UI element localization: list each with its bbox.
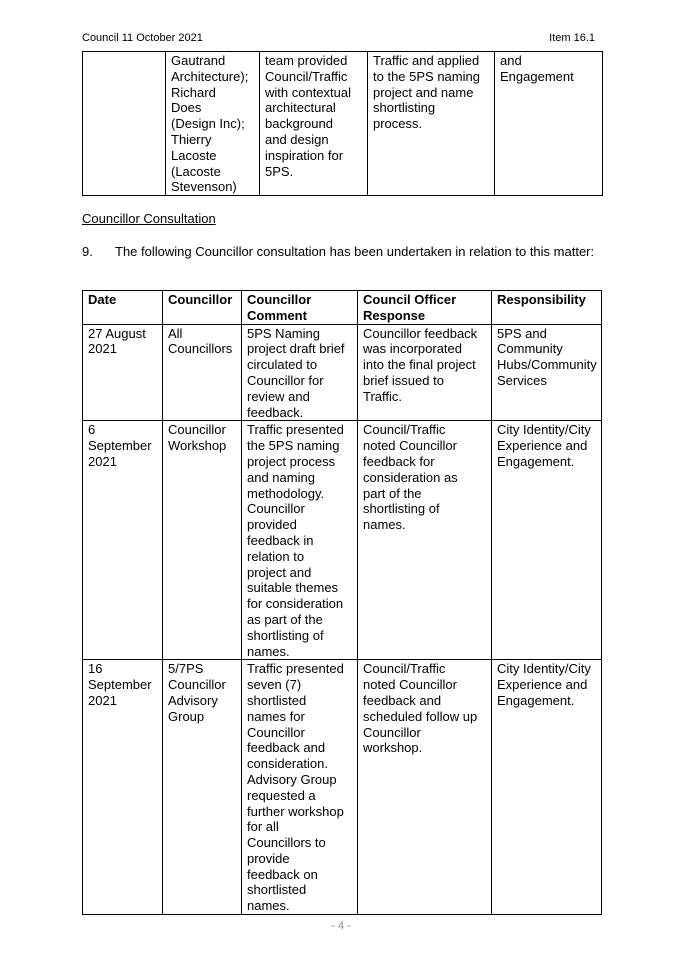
councillor-cell: 5/7PS Councillor Advisory Group [163,660,242,915]
column-header-response: Council Officer Response [358,291,492,325]
column-header-date: Date [83,291,163,325]
responsibility-cell: City Identity/City Experience and Engagement. [492,421,602,660]
table-row [83,660,602,915]
header-right: Item 16.1 [549,32,595,44]
date-cell: 6 September 2021 [83,421,163,660]
table-cell: and Engagement [495,52,603,196]
section-title: Councillor Consultation [82,211,216,226]
response-cell: Councillor feedback was incorporated into the final project brief issued to Traffic. [358,324,492,421]
table-cell [83,52,166,196]
page-number: - 4 - [331,920,351,932]
responsibility-cell: City Identity/City Experience and Engagement. [492,660,602,915]
table-row [83,324,602,421]
date-cell: 16 September 2021 [83,660,163,915]
table-cell: team provided Council/Traffic with contextual architectural background and design inspiration for 5PS. [260,52,368,196]
comment-cell: Traffic presented seven (7) shortlisted names for Councillor feedback and consideration. Advisory Group requested a further workshop for all Councillors to provide feedback on shortlisted names. [242,660,358,915]
responsibility-cell: 5PS and Community Hubs/Community Services [492,324,602,421]
table-row [83,421,602,660]
column-header-responsibility: Responsibility [492,291,602,325]
column-header-councillor: Councillor [163,291,242,325]
table-row [83,52,603,196]
paragraph-number: 9. [82,244,93,259]
header-left: Council 11 October 2021 [82,32,203,44]
response-cell: Council/Traffic noted Councillor feedback for consideration as part of the shortlisting of names. [358,421,492,660]
consultation-table [82,290,602,915]
comment-cell: 5PS Naming project draft brief circulated to Councillor for review and feedback. [242,324,358,421]
comment-cell: Traffic presented the 5PS naming project process and naming methodology. Councillor provided feedback in relation to project and suitable themes for consideration as part of the shortlisting of names. [242,421,358,660]
councillor-cell: Councillor Workshop [163,421,242,660]
councillor-cell: All Councillors [163,324,242,421]
date-cell: 27 August 2021 [83,324,163,421]
paragraph-text: The following Councillor consultation has been undertaken in relation to this matter: [115,244,595,259]
table-cell: Gautrand Architecture); Richard Does (Design Inc); Thierry Lacoste (Lacoste Stevenson) [166,52,260,196]
column-header-comment: Councillor Comment [242,291,358,325]
response-cell: Council/Traffic noted Councillor feedback and scheduled follow up Councillor workshop. [358,660,492,915]
table-header-row [83,291,602,325]
continued-table [82,51,603,196]
table-cell: Traffic and applied to the 5PS naming project and name shortlisting process. [368,52,495,196]
